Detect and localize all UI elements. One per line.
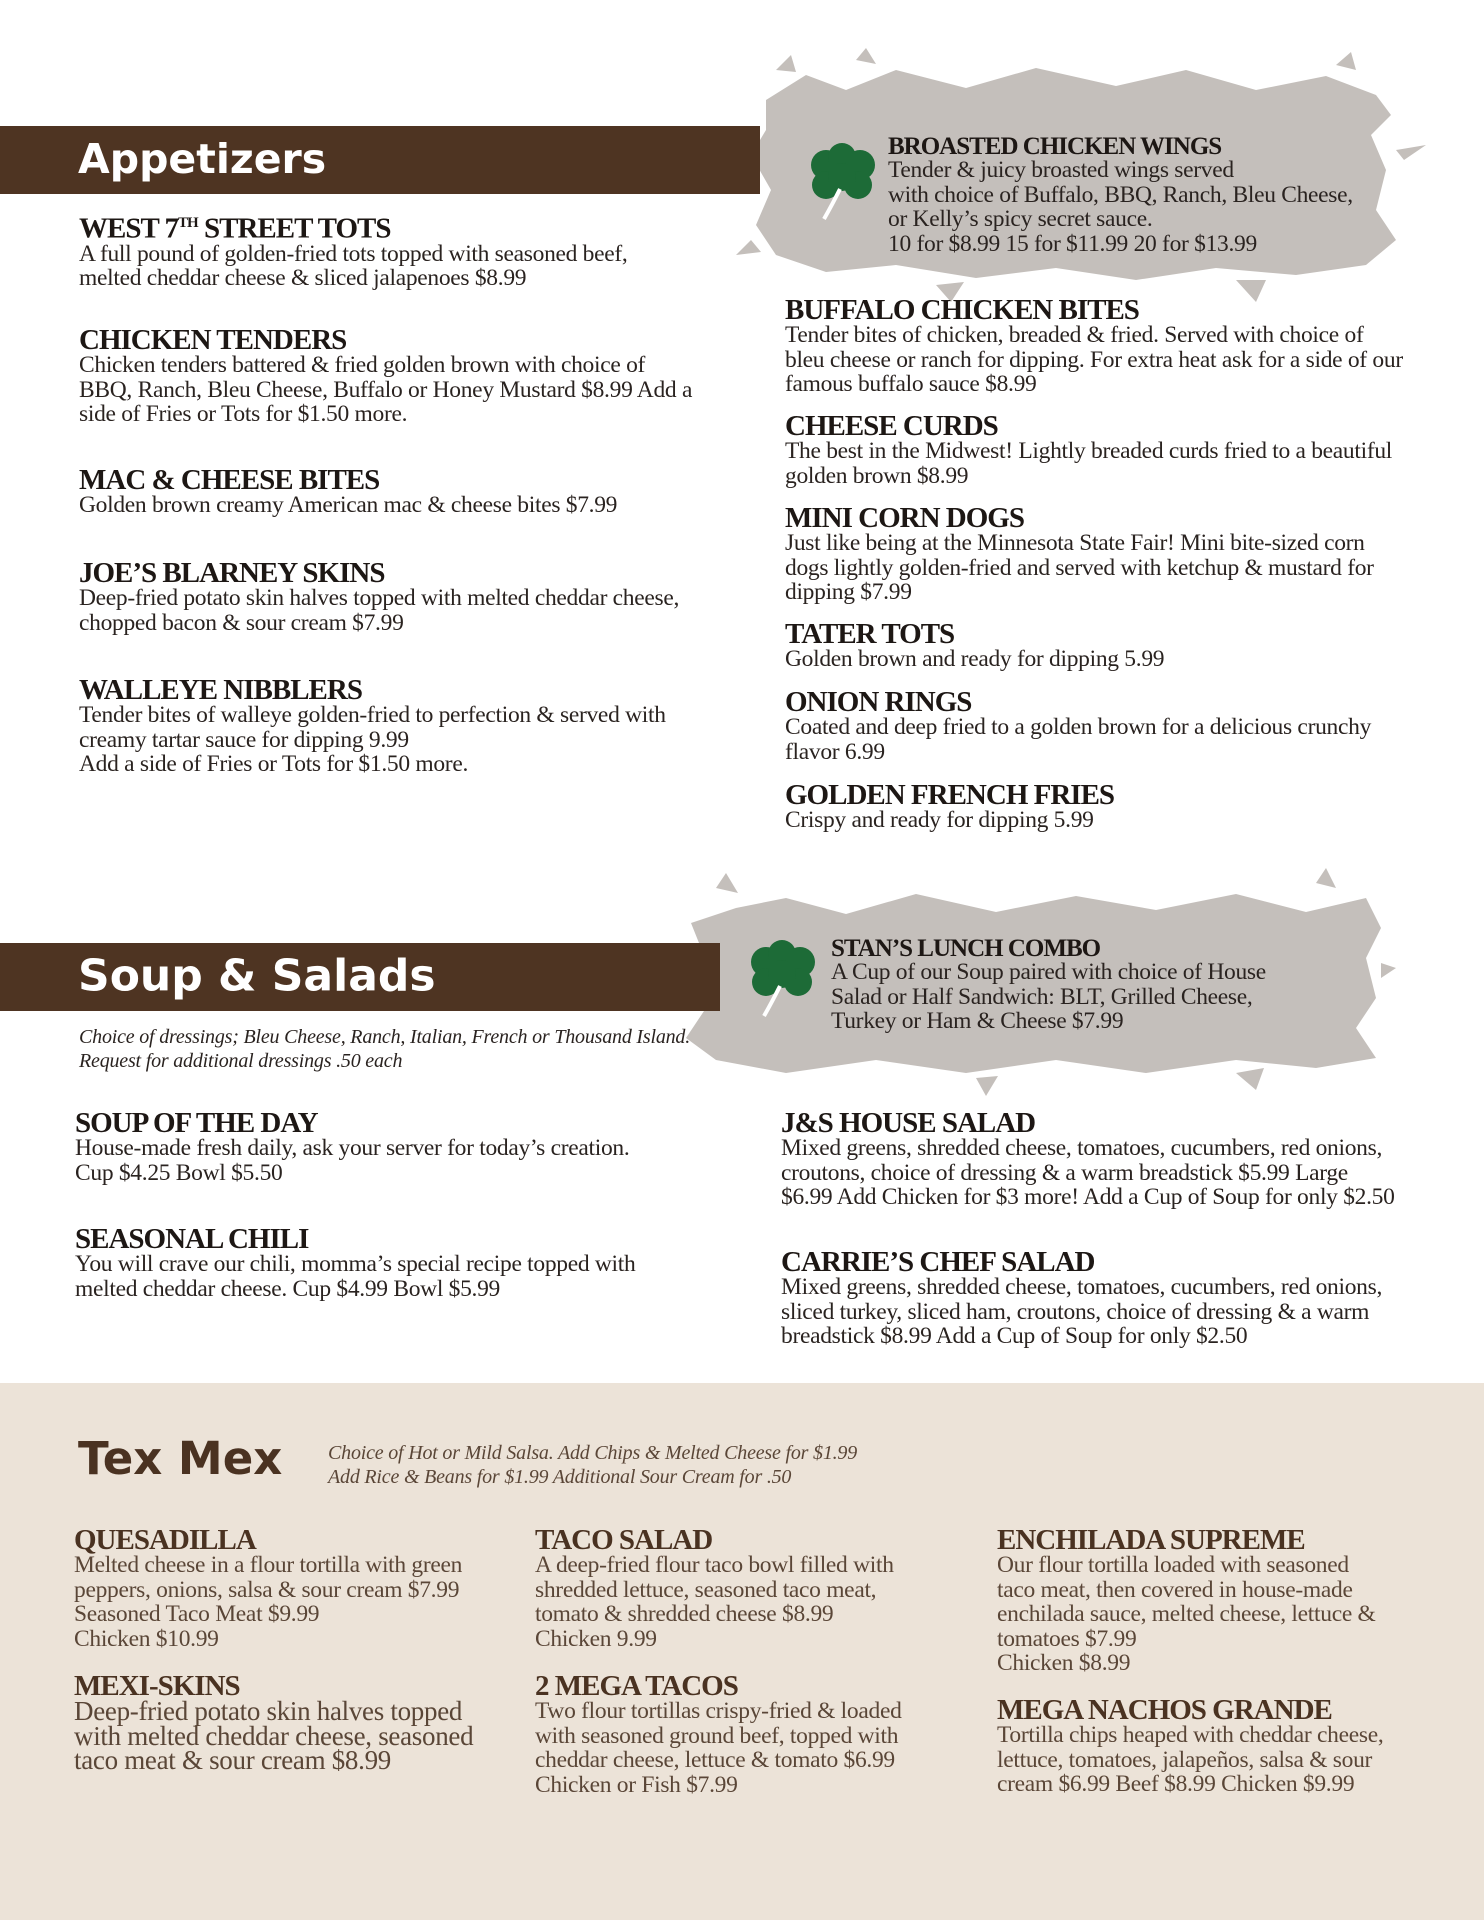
item-description: Tortilla chips heaped with cheddar cheese, lettuce, tomatoes, jalapeños, salsa & sour cream $6.99 Beef $8.99 Chicken $9.99: [997, 1722, 1384, 1797]
menu-item: [79, 557, 680, 636]
item-name: MINI CORN DOGS: [785, 502, 1024, 534]
item-name: WALLEYE NIBBLERS: [79, 674, 362, 706]
dressings-note: Choice of dressings; Bleu Cheese, Ranch, Italian, French or Thousand Island. Request for additional dressings .50 each: [79, 1026, 691, 1072]
section-title: Appetizers: [78, 135, 327, 184]
item-name: J&S HOUSE SALAD: [781, 1107, 1036, 1139]
menu-item: [785, 410, 1393, 489]
menu-item-combo: [831, 935, 1266, 1034]
item-description: House-made fresh daily, ask your server for today’s creation. Cup $4.25 Bowl $5.50: [75, 1135, 630, 1186]
menu-item-wings: [888, 133, 1353, 257]
item-description: Mixed greens, shredded cheese, tomatoes, cucumbers, red onions, croutons, choice of dressing & a warm breadstick $5.99 Large $6.99 Add Chicken for $3 more! Add a Cup of Soup for only $2.50: [781, 1135, 1395, 1210]
item-description: A Cup of our Soup paired with choice of House Salad or Half Sandwich: BLT, Grilled Cheese, Turkey or Ham & Cheese $7.99: [831, 959, 1266, 1034]
item-description: A deep-fried flour taco bowl filled with shredded lettuce, seasoned taco meat, tomato & shredded cheese $8.99 Chicken 9.99: [535, 1552, 894, 1652]
menu-item: [74, 1670, 474, 1775]
salsa-note: Choice of Hot or Mild Salsa. Add Chips & Melted Cheese for $1.99 Add Rice & Beans for $1.99 Additional Sour Cream for .50: [328, 1442, 858, 1488]
menu-item: [535, 1670, 902, 1798]
menu-item: [785, 294, 1403, 397]
item-description: Deep-fried potato skin halves topped with melted cheddar cheese, chopped bacon & sour cream $7.99: [79, 585, 680, 636]
menu-item: [75, 1223, 636, 1302]
item-name: MEXI-SKINS: [74, 1670, 240, 1702]
item-description: A full pound of golden-fried tots topped with seasoned beef, melted cheddar cheese & sliced jalapenoes $8.99: [79, 240, 628, 292]
menu-item: [785, 502, 1374, 605]
item-name: BROASTED CHICKEN WINGS: [888, 133, 1222, 160]
menu-item: [74, 1524, 463, 1652]
item-description: Two flour tortillas crispy-fried & loaded with seasoned ground beef, topped with cheddar cheese, lettuce & tomato $6.99 Chicken or Fish $7.99: [535, 1698, 902, 1798]
item-name: ENCHILADA SUPREME: [997, 1524, 1305, 1556]
item-description: Crispy and ready for dipping 5.99: [785, 807, 1094, 833]
item-name: CHEESE CURDS: [785, 410, 998, 442]
item-name: WEST 7TH STREET TOTS: [79, 212, 391, 245]
item-description: You will crave our chili, momma’s special recipe topped with melted cheddar cheese. Cup $4.99 Bowl $5.99: [75, 1251, 636, 1302]
item-name: CARRIE’S CHEF SALAD: [781, 1246, 1095, 1278]
item-name: GOLDEN FRENCH FRIES: [785, 779, 1115, 811]
item-description: Our flour tortilla loaded with seasoned taco meat, then covered in house-made enchilada sauce, melted cheese, lettuce & tomatoes $7.99 Chicken $8.99: [997, 1552, 1376, 1676]
shamrock-icon: [796, 143, 888, 223]
item-name: SOUP OF THE DAY: [75, 1107, 318, 1139]
section-title: Tex Mex: [78, 1432, 283, 1485]
item-name: CHICKEN TENDERS: [79, 324, 347, 356]
item-description: Melted cheese in a flour tortilla with green peppers, onions, salsa & sour cream $7.99 Seasoned Taco Meat $9.99 Chicken $10.99: [74, 1552, 463, 1652]
item-description: Coated and deep fried to a golden brown for a delicious crunchy flavor 6.99: [785, 714, 1372, 765]
appetizers-banner: [0, 126, 760, 194]
item-name: 2 MEGA TACOS: [535, 1670, 738, 1702]
item-name: ONION RINGS: [785, 686, 972, 718]
shamrock-icon: [736, 940, 828, 1020]
item-description: Tender & juicy broasted wings served with choice of Buffalo, BBQ, Ranch, Bleu Cheese, or Kelly’s spicy secret sauce. 10 for $8.99 15 for $11.99 20 for $13.99: [888, 157, 1353, 257]
menu-item: [781, 1107, 1395, 1210]
menu-item: [79, 464, 618, 518]
item-description: Mixed greens, shredded cheese, tomatoes, cucumbers, red onions, sliced turkey, sliced ham, croutons, choice of dressing & a warm breadstick $8.99 Add a Cup of Soup for only $2.50: [781, 1274, 1383, 1349]
item-description: Chicken tenders battered & fried golden brown with choice of BBQ, Ranch, Bleu Cheese, Buffalo or Honey Mustard $8.99 Add a side of Fries or Tots for $1.50 more.: [79, 352, 693, 427]
item-description: Golden brown and ready for dipping 5.99: [785, 646, 1165, 672]
menu-item: [781, 1246, 1383, 1349]
menu-item: [785, 686, 1372, 765]
item-name: QUESADILLA: [74, 1524, 256, 1556]
menu-item: [997, 1694, 1384, 1797]
menu-item: [75, 1107, 630, 1186]
menu-item: [79, 674, 666, 777]
item-name: SEASONAL CHILI: [75, 1223, 309, 1255]
item-name: MAC & CHEESE BITES: [79, 464, 380, 496]
menu-item-tots: [79, 211, 628, 291]
item-description: Golden brown creamy American mac & cheese bites $7.99: [79, 492, 618, 518]
item-name: JOE’S BLARNEY SKINS: [79, 557, 385, 589]
menu-item: [535, 1524, 894, 1652]
menu-item: [997, 1524, 1376, 1676]
item-name: MEGA NACHOS GRANDE: [997, 1694, 1332, 1726]
menu-item: [79, 324, 693, 427]
item-name: BUFFALO CHICKEN BITES: [785, 294, 1139, 326]
item-description: Tender bites of walleye golden-fried to perfection & served with creamy tartar sauce for dipping 9.99 Add a side of Fries or Tots for $1.50 more.: [79, 702, 666, 777]
section-title: Soup & Salads: [78, 950, 436, 1002]
item-description: Tender bites of chicken, breaded & fried. Served with choice of bleu cheese or ranch for dipping. For extra heat ask for a side of our famous buffalo sauce $8.99: [785, 322, 1403, 397]
item-name: TACO SALAD: [535, 1524, 713, 1556]
item-description: Deep-fried potato skin halves topped with melted cheddar cheese, seasoned taco meat & sour cream $8.99: [74, 1696, 474, 1775]
menu-item: [785, 618, 1165, 672]
item-description: Just like being at the Minnesota State Fair! Mini bite-sized corn dogs lightly golden-fried and served with ketchup & mustard for dipping $7.99: [785, 530, 1374, 605]
soups-banner: [0, 943, 720, 1011]
menu-item: [785, 779, 1115, 833]
item-description: The best in the Midwest! Lightly breaded curds fried to a beautiful golden brown $8.99: [785, 438, 1393, 489]
item-name: TATER TOTS: [785, 618, 955, 650]
item-name: STAN’S LUNCH COMBO: [831, 935, 1101, 962]
